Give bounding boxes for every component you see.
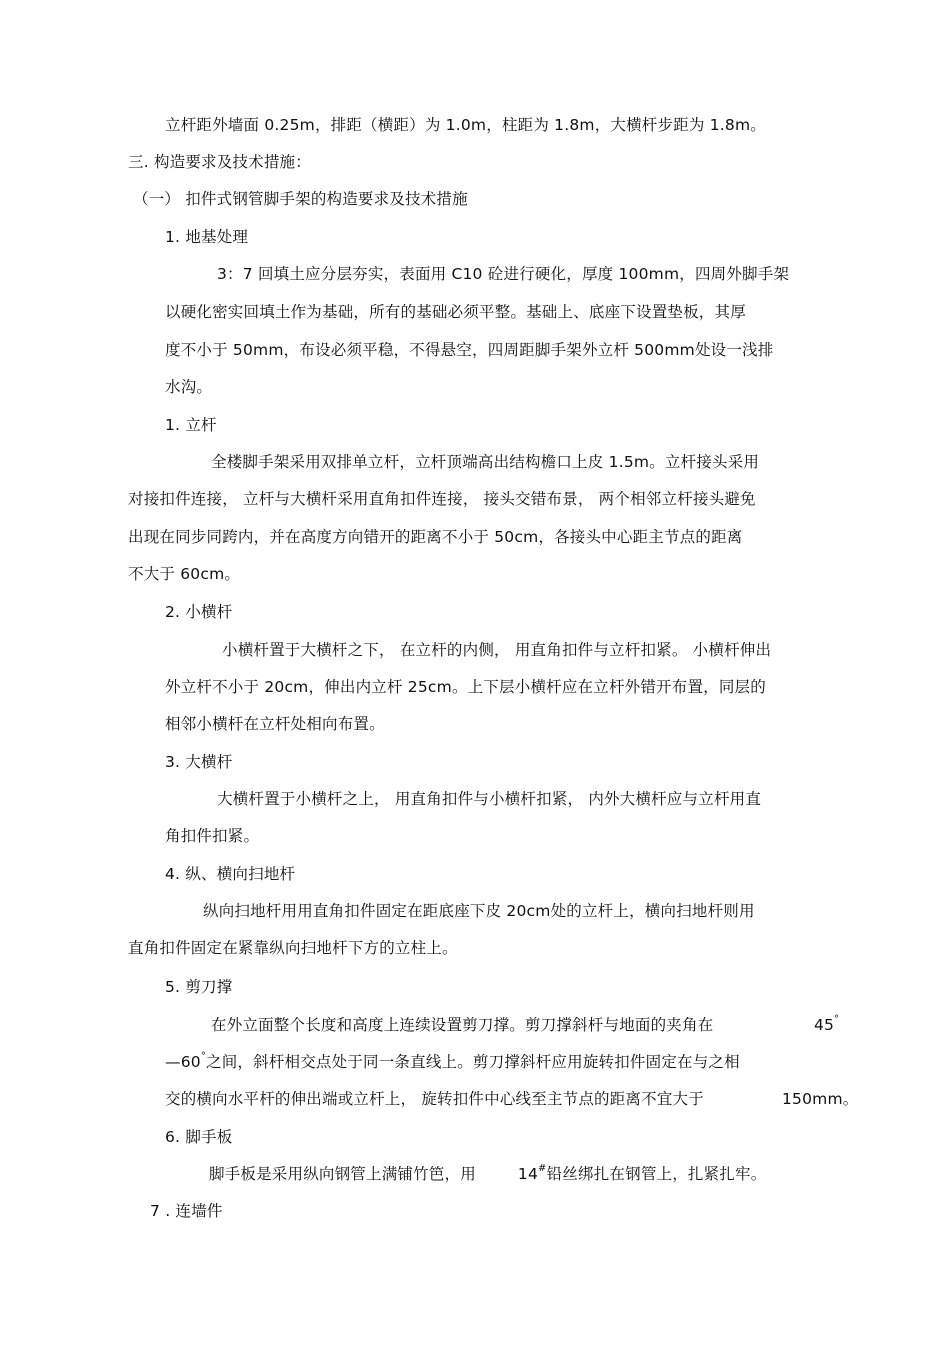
wire-gauge: 14 — [517, 1165, 539, 1183]
para-scissor-brace-line-2: —60°之间，斜杆相交点处于同一条直线上。剪刀撑斜杆应用旋转扣件固定在与之相 — [165, 1050, 740, 1071]
angle-value-45: 45° — [814, 1013, 840, 1034]
para-large-crossbar-line-1: 大横杆置于小横杆之上， 用直角扣件与小横杆扣紧， 内外大横杆应与立杆用直 — [217, 790, 762, 808]
heading-sweep-bar: 4. 纵、横向扫地杆 — [165, 865, 296, 883]
heading-scaffold-board: 6. 脚手板 — [165, 1128, 233, 1146]
para-small-crossbar-line-2: 外立杆不小于 20cm，伸出内立杆 25cm。上下层小横杆应在立杆外错开布置，同层的 — [165, 678, 766, 696]
para-pole-spacing: 立杆距外墙面 0.25m，排距（横距）为 1.0m，柱距为 1.8m，大横杆步距为 1.8m。 — [165, 116, 766, 134]
degree-sup: ° — [834, 1013, 840, 1025]
heading-foundation: 1. 地基处理 — [165, 228, 249, 246]
angle-value-60: —60 — [165, 1053, 201, 1071]
heading-wall-tie: 7 . 连墙件 — [150, 1202, 223, 1220]
heading-pole: 1. 立杆 — [165, 416, 217, 434]
section-heading-3: 三. 构造要求及技术措施： — [128, 153, 311, 171]
para-scissor-brace-line-3: 交的横向水平杆的伸出端或立杆上， 旋转扣件中心线至主节点的距离不宜大于 — [165, 1090, 704, 1108]
heading-small-crossbar: 2. 小横杆 — [165, 603, 233, 621]
para-foundation-line-3: 度不小于 50mm，布设必须平稳，不得悬空，四周距脚手架外立杆 500mm处设一浅排 — [165, 341, 774, 359]
para-scissor-brace-line-1: 在外立面整个长度和高度上连续设置剪刀撑。剪刀撑斜杆与地面的夹角在 — [211, 1016, 714, 1034]
para-foundation-line-1: 3：7 回填土应分层夯实，表面用 C10 砼进行硬化，厚度 100mm，四周外脚手架 — [217, 265, 790, 283]
number-mark-sup: # — [538, 1162, 547, 1174]
degree-sup: ° — [200, 1050, 207, 1062]
para-pole-line-3: 出现在同步同跨内，并在高度方向错开的距离不小于 50cm，各接头中心距主节点的距离 — [128, 528, 743, 546]
para-scaffold-board-line-1: 脚手板是采用纵向钢管上满铺竹笆，用 14#铅丝绑扎在钢管上，扎紧扎牢。 — [209, 1162, 767, 1183]
para-pole-line-4: 不大于 60cm。 — [128, 565, 241, 583]
distance-value: 150mm。 — [782, 1090, 859, 1108]
para-small-crossbar-line-1: 小横杆置于大横杆之下， 在立杆的内侧， 用直角扣件与立杆扣紧。 小横杆伸出 — [222, 641, 772, 659]
para-foundation-line-2: 以硬化密实回填土作为基础，所有的基础必须平整。基础上、底座下设置垫板，其厚 — [165, 303, 746, 321]
para-small-crossbar-line-3: 相邻小横杆在立杆处相向布置。 — [165, 715, 385, 733]
para-foundation-line-4: 水沟。 — [165, 378, 213, 396]
para-large-crossbar-line-2: 角扣件扣紧。 — [165, 827, 260, 845]
para-pole-line-1: 全楼脚手架采用双排单立杆，立杆顶端高出结构檐口上皮 1.5m。立杆接头采用 — [211, 453, 760, 471]
para-sweep-bar-line-1: 纵向扫地杆用用直角扣件固定在距底座下皮 20cm处的立杆上，横向扫地杆则用 — [203, 902, 755, 920]
para-sweep-bar-line-2: 直角扣件固定在紧靠纵向扫地杆下方的立柱上。 — [128, 939, 458, 957]
subsection-heading-1: （一） 扣件式钢管脚手架的构造要求及技术措施 — [133, 190, 468, 208]
heading-large-crossbar: 3. 大横杆 — [165, 753, 233, 771]
para-pole-line-2: 对接扣件连接， 立杆与大横杆采用直角扣件连接， 接头交错布景， 两个相邻立杆接头避免 — [128, 490, 756, 508]
heading-scissor-brace: 5. 剪刀撑 — [165, 978, 233, 996]
